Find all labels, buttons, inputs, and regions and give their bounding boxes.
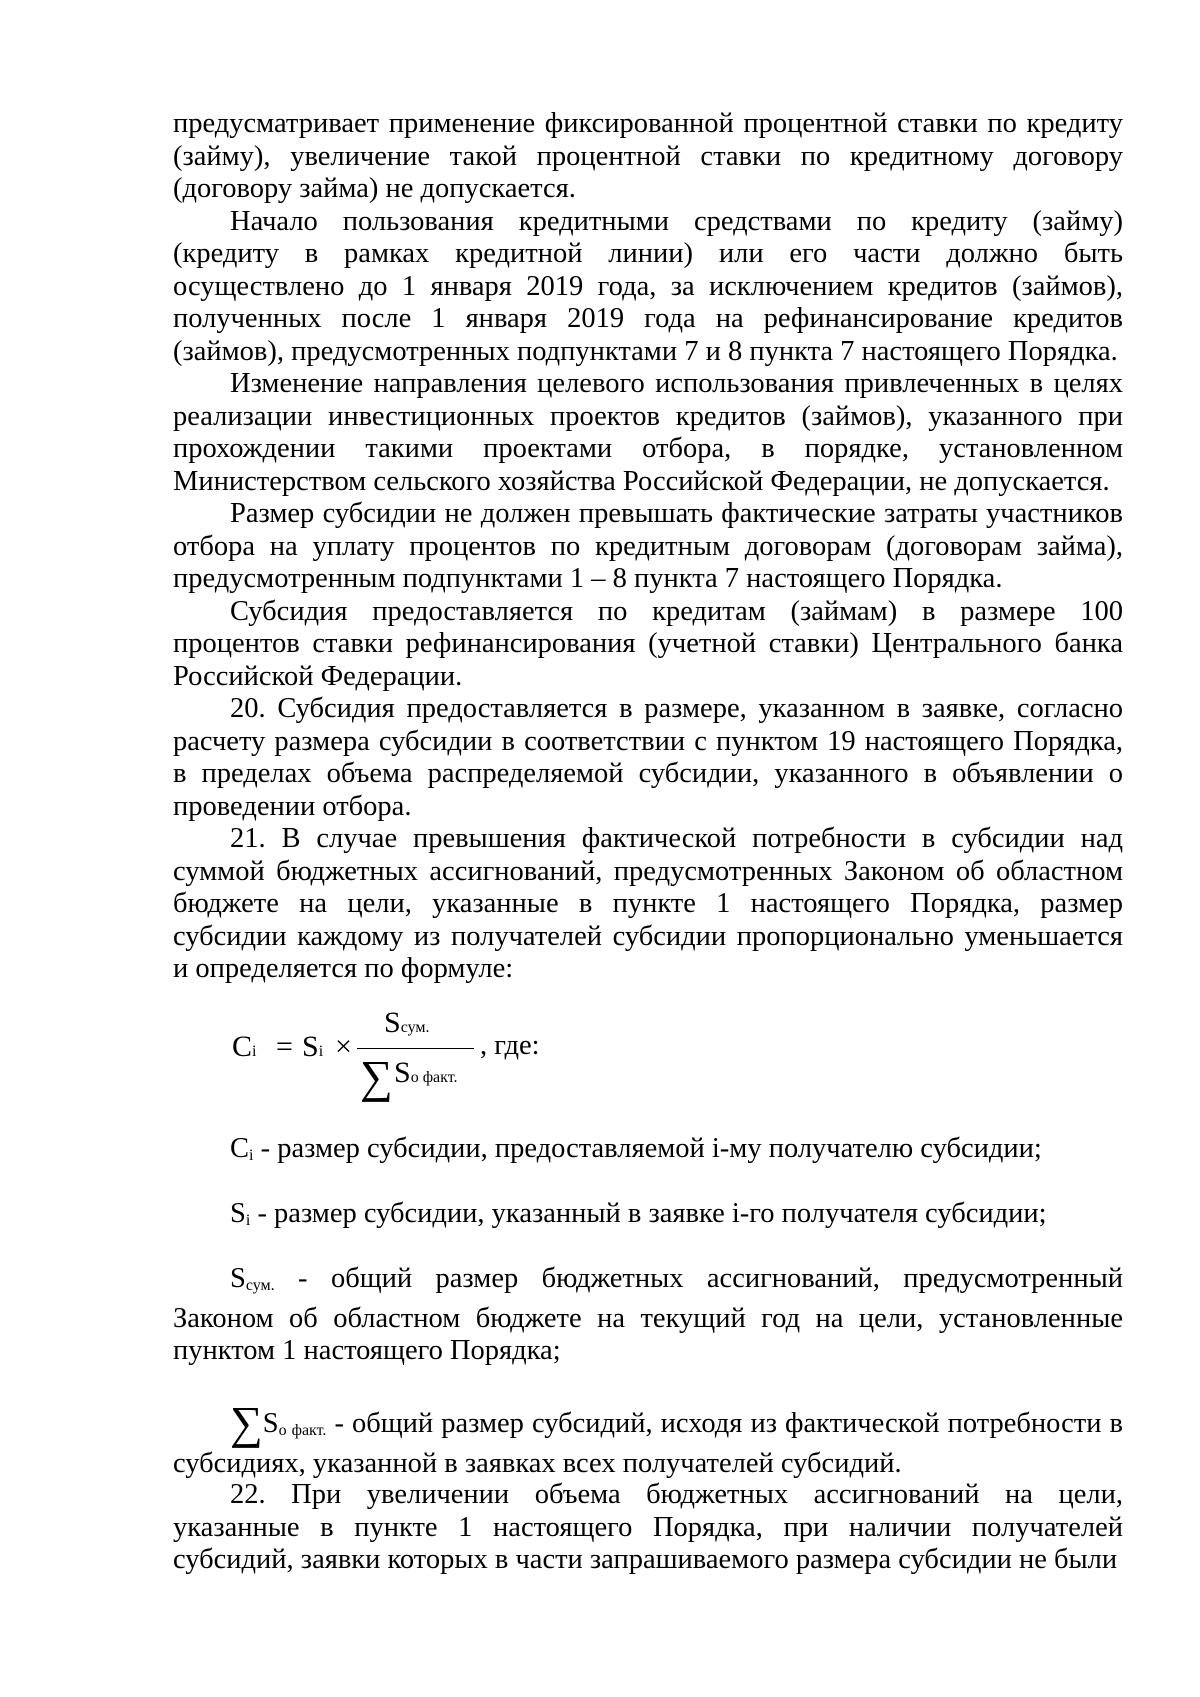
- formula-numerator: Sсум.: [384, 1006, 430, 1039]
- paragraph-6: 20. Субсидия предоставляется в размере, указанном в заявке, согласно расчету размера субсидии в соответствии с пунктом 19 настоящего Порядка, в пределах объема распределяемой субсидии, указанного в объявлении о проведении отбора.: [173, 693, 1123, 822]
- sigma-symbol: ∑: [360, 1051, 393, 1102]
- formula-equals: =: [276, 1030, 293, 1063]
- definition-c: $C_i$ - размер субсидии, предоставляемой i-му получателю субсидии;: [230, 1133, 1042, 1164]
- formula-denominator: Sо факт.: [394, 1056, 458, 1089]
- symbol-ci: $C_i$: [230, 1133, 254, 1164]
- formula-s: Si: [302, 1030, 324, 1063]
- body-text-bottom: [173, 1479, 1123, 1577]
- definition-s: $S_i$ - размер субсидии, указанный в заявке i-го получателя субсидии;: [230, 1198, 1047, 1229]
- paragraph-5: Субсидия предоставляется по кредитам (займам) в размере 100 процентов ставки рефинансирования (учетной ставки) Центрального банка Российской Федерации.: [173, 595, 1123, 692]
- formula-where: , где:: [480, 1030, 540, 1061]
- paragraph-3: Изменение направления целевого использования привлеченных в целях реализации инвестиционных проектов кредитов (займов), указанного при прохождении такими проектами отбора, в порядке, установленном Министерством сельского хозяйства Российской Федерации, не допускается.: [173, 368, 1123, 497]
- paragraph-4: Размер субсидии не должен превышать фактические затраты участников отбора на уплату процентов по кредитным договорам (договорам займа), предусмотренным подпунктами 1 – 8 пункта 7 настоящего Порядка.: [173, 498, 1123, 594]
- symbol-ssum: $S_{сум.}$: [230, 1263, 275, 1294]
- formula-times: ×: [335, 1030, 352, 1063]
- paragraph-2: Начало пользования кредитными средствами по кредиту (займу) (кредиту в рамках кредитной линии) или его части должно быть осуществлено до 1 января 2019 года, за исключением кредитов (займов), полученных после 1 января 2019 года на рефинансирование кредитов (займов), предусмотренных подпунктами 7 и 8 пункта 7 настоящего Порядка.: [173, 205, 1123, 367]
- definition-ssum: $S_{сум.}$ - общий размер бюджетных ассигнований, предусмотренный Законом об областном бюджете на текущий год на цели, установленные пунктом 1 настоящего Порядка;: [173, 1263, 1123, 1366]
- definition-sfact: $\sum S_{о факт.}$ - общий размер субсидий, исходя из фактической потребности в субсидиях, указанной в заявках всех получателей субсидий.: [173, 1397, 1123, 1479]
- paragraph-1: предусматривает применение фиксированной процентной ставки по кредиту (займу), увеличение такой процентной ставки по кредитному договору (договору займа) не допускается.: [173, 108, 1123, 204]
- body-text-top: [173, 108, 1123, 986]
- formula: [232, 1000, 652, 1110]
- symbol-sfact: $\sum S_{о факт.}$: [230, 1397, 327, 1448]
- fraction-line: [357, 1048, 474, 1049]
- formula-c: Ci: [232, 1030, 257, 1063]
- paragraph-7: 21. В случае превышения фактической потребности в субсидии над суммой бюджетных ассигнований, предусмотренных Законом об областном бюджете на цели, указанные в пункте 1 настоящего Порядка, размер субсидии каждому из получателей субсидии пропорционально уменьшается и определяется по формуле:: [173, 823, 1123, 984]
- symbol-si: $S_i$: [230, 1198, 251, 1229]
- paragraph-22: 22. При увеличении объема бюджетных ассигнований на цели, указанные в пункте 1 настоящего Порядка, при наличии получателей субсидий, заявки которых в части запрашиваемого размера субсидии не были: [173, 1479, 1123, 1575]
